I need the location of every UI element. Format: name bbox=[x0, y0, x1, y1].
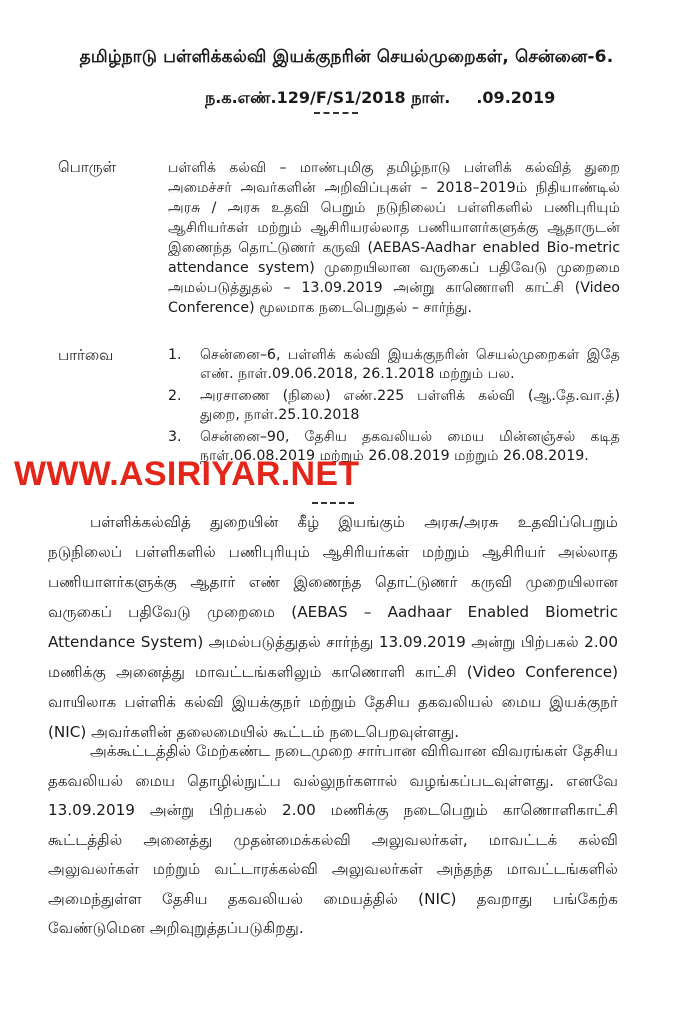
reference-text-1: சென்னை–6, பள்ளிக் கல்வி இயக்குநரின் செயல்முறைகள் இதே எண். நாள்.09.06.2018, 26.1.2018 மற்றும் பல. bbox=[200, 347, 620, 382]
references-label: பார்வை bbox=[58, 346, 114, 364]
office-title: தமிழ்நாடு பள்ளிக்கல்வி இயக்குநரின் செயல்முறைகள், சென்னை-6. bbox=[79, 47, 614, 67]
reference-number-1: 1. bbox=[168, 347, 182, 363]
reference-item bbox=[168, 387, 620, 425]
references-list bbox=[168, 346, 620, 469]
reference-item bbox=[168, 346, 620, 384]
reference-number-2: 2. bbox=[168, 388, 182, 404]
header-divider bbox=[314, 112, 358, 114]
reference-number: ந.க.எண்.129/F/S1/2018 நாள். bbox=[205, 88, 451, 107]
reference-text-3: சென்னை–90, தேசிய தகவலியல் மைய மின்னஞ்சல் கடித நாள்.06.08.2019 மற்றும் 26.08.2019 மற்றும் 26.08.2019. bbox=[200, 429, 620, 464]
reference-number-3: 3. bbox=[168, 429, 182, 445]
reference-text-2: அரசாணை (நிலை) எண்.225 பள்ளிக் கல்வி (ஆ.தே.வா.த்) துறை, நாள்.25.10.2018 bbox=[200, 388, 620, 423]
section-divider bbox=[312, 502, 354, 504]
subject-text: பள்ளிக் கல்வி – மாண்புமிகு தமிழ்நாடு பள்ளிக் கல்வித் துறை அமைச்சர் அவர்களின் அறிவிப்புகள் – 2018–2019ம் நிதியாண்டில் அரசு / அரசு உதவி பெறும் நடுநிலைப் பள்ளிகளில் பணிபுரியும் ஆசிரியர்கள் மற்றும் ஆசிரியரல்லாத பணியாளர்களுக்கு ஆதாருடன் இணைந்த தொட்டுணர் கருவி (AEBAS-Aadhar enabled Bio-metric attendance system) முறையிலான வருகைப் பதிவேடு முறைமை அமல்படுத்துதல் – 13.09.2019 அன்று காணொளி காட்சி (Video Conference) மூலமாக நடைபெறுதல் – சார்ந்து. bbox=[168, 160, 620, 316]
body-paragraph-2: அக்கூட்டத்தில் மேற்கண்ட நடைமுறை சார்பான விரிவான விவரங்கள் தேசிய தகவலியல் மைய தொழில்நுட்ப வல்லுநர்களால் வழங்கப்படவுள்ளது. எனவே 13.09.2019 அன்று பிற்பகல் 2.00 மணிக்கு நடைபெறும் காணொளிகாட்சி கூட்டத்தில் அனைத்து முதன்மைக்கல்வி அலுவலர்கள், மாவட்டக் கல்வி அலுவலர்கள் மற்றும் வட்டாரக்கல்வி அலுவலர்கள் அந்தந்த மாவட்டங்களில் அமைந்துள்ள தேசிய தகவலியல் மையத்தில் (NIC) தவறாது பங்கேற்க வேண்டுமென அறிவுறுத்தப்படுகிறது. bbox=[48, 742, 618, 937]
body-paragraph-1: பள்ளிக்கல்வித் துறையின் கீழ் இயங்கும் அரசு/அரசு உதவிப்பெறும் நடுநிலைப் பள்ளிகளில் பணிபுரியும் ஆசிரியர்கள் மற்றும் ஆசிரியர் அல்லாத பணியாளர்களுக்கு ஆதார் எண் இணைந்த தொட்டுணர் கருவி முறையிலான வருகைப் பதிவேடு முறைமை (AEBAS – Aadhaar Enabled Biometric Attendance System) அமல்படுத்துதல் சார்ந்து 13.09.2019 அன்று பிற்பகல் 2.00 மணிக்கு அனைத்து மாவட்டங்களிலும் காணொளி காட்சி (Video Conference) வாயிலாக பள்ளிக் கல்வி இயக்குநர் மற்றும் தேசிய தகவலியல் மைய இயக்குநர் (NIC) அவர்களின் தலைமையில் கூட்டம் நடைபெறவுள்ளது. bbox=[48, 513, 618, 741]
website-watermark: WWW.ASIRIYAR.NET bbox=[14, 455, 360, 493]
subject-label: பொருள் bbox=[58, 158, 117, 176]
reference-number-line bbox=[205, 88, 555, 109]
reference-date: .09.2019 bbox=[476, 88, 556, 107]
